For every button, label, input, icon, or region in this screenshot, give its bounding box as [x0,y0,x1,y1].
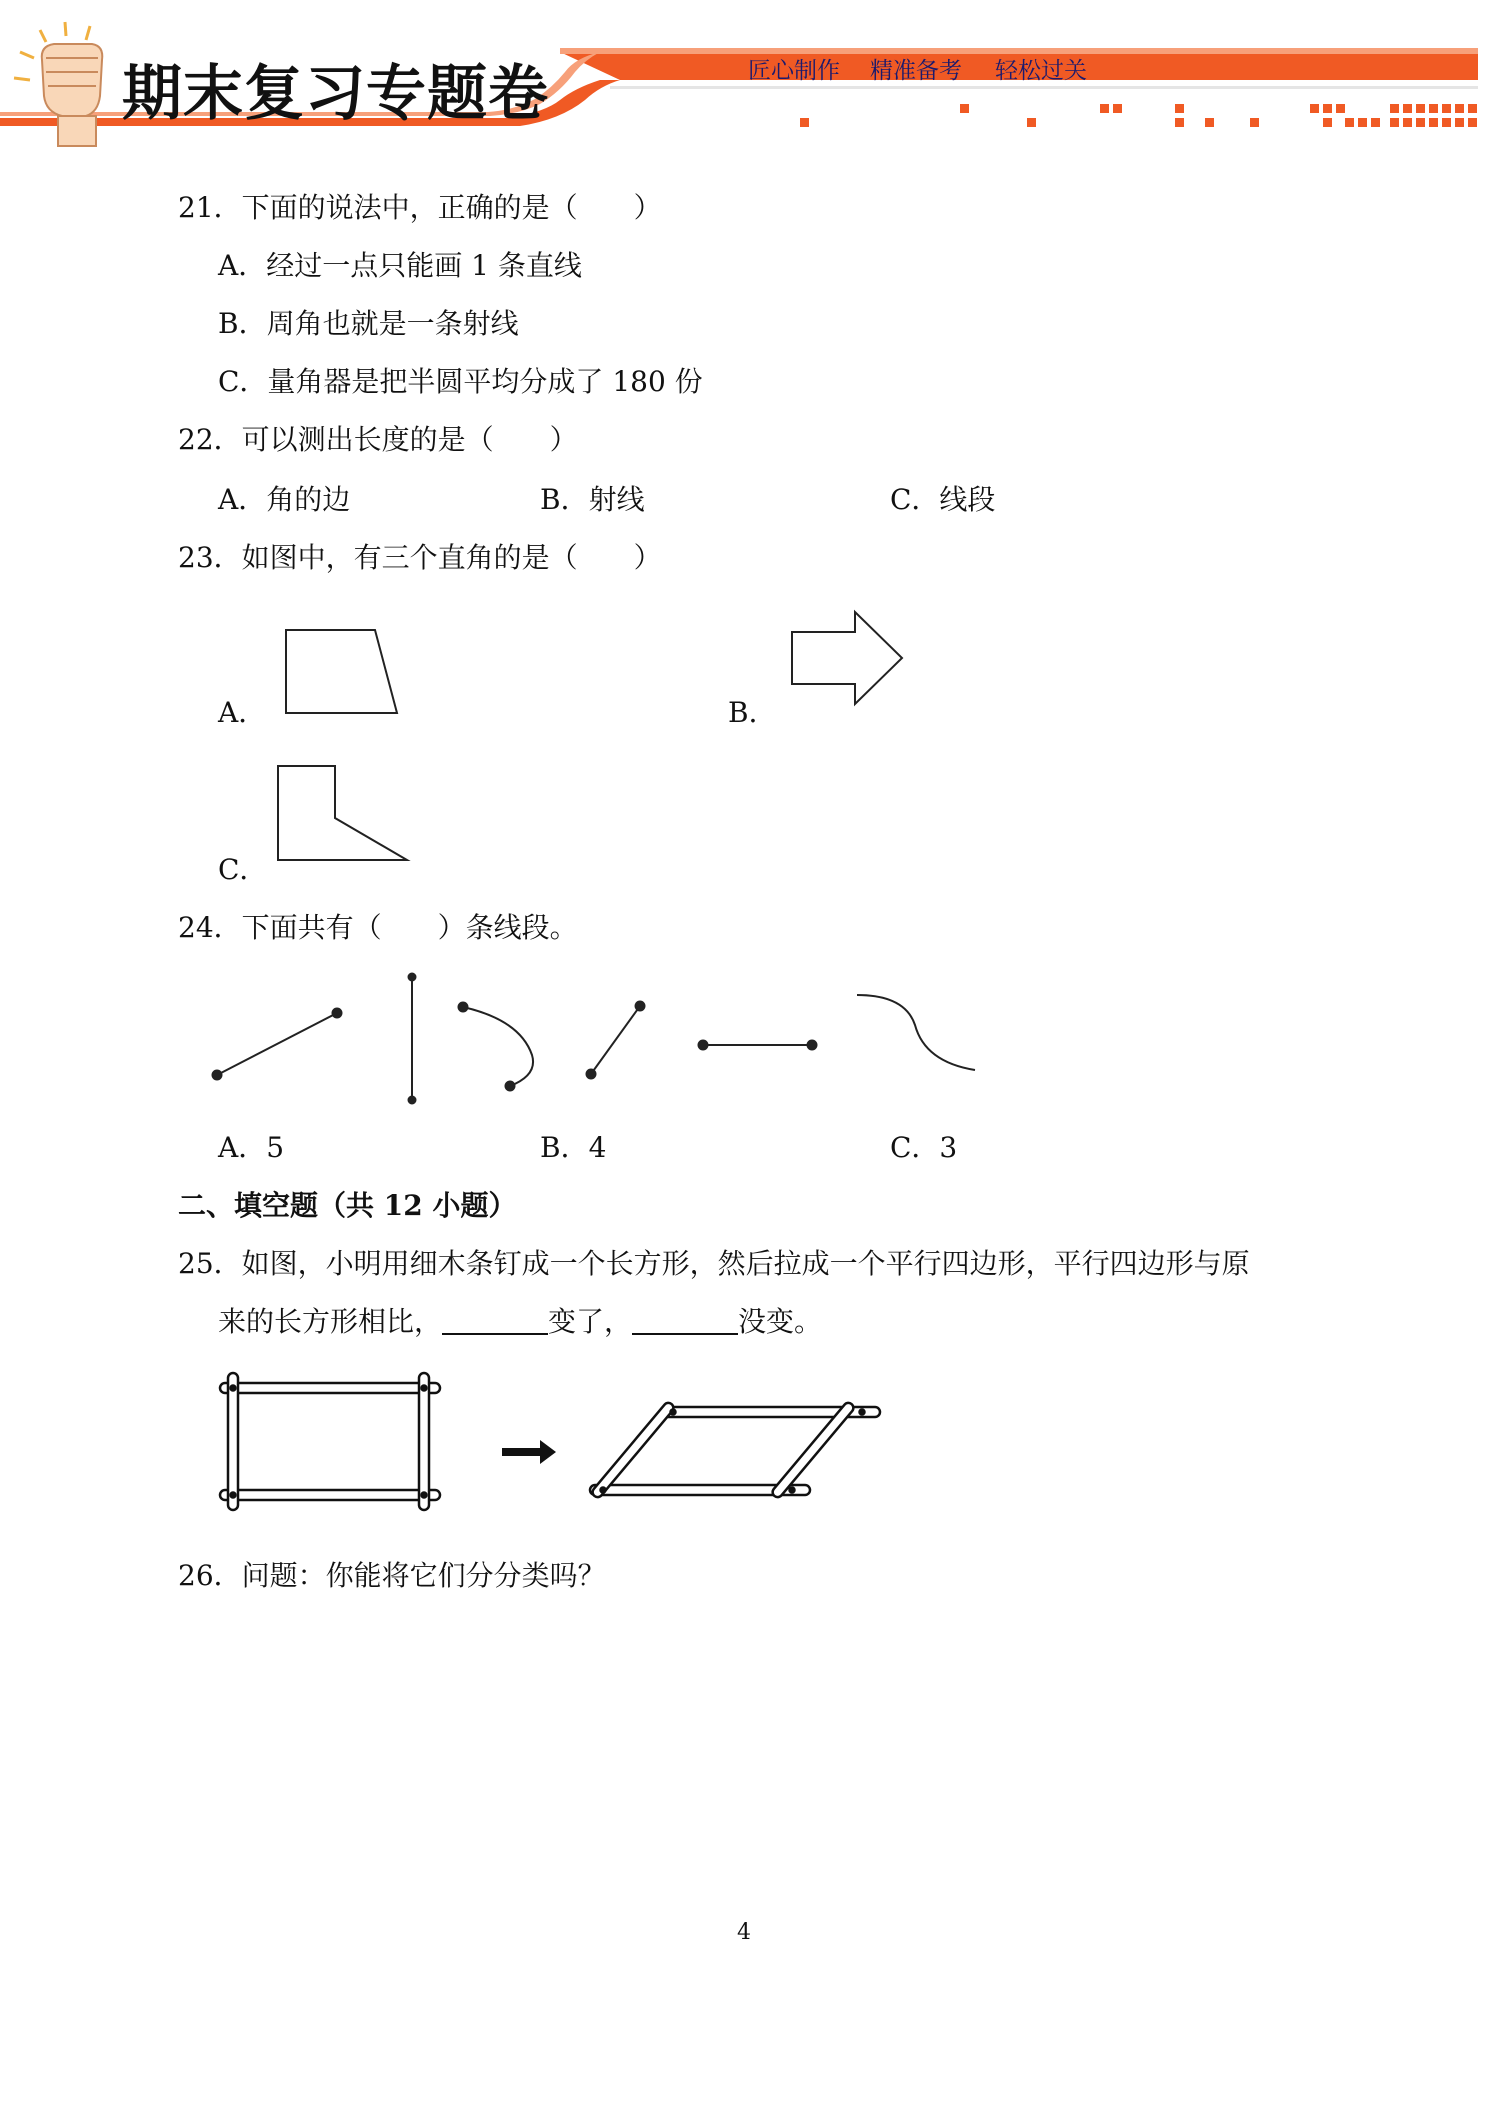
q23-option-b: B． [728,696,777,729]
q25-text-a: 来的长方形相比， [218,1305,443,1338]
q25-arrow-icon [502,1440,556,1464]
q26-stem: 26．问题：你能将它们分分类吗？ [178,1559,606,1592]
q25-line-1: 25．如图，小明用细木条钉成一个长方形，然后拉成一个平行四边形，平行四边形与原 [178,1247,1250,1280]
q21-stem: 21．下面的说法中，正确的是（ ） [178,191,662,224]
q21-option-c: C．量角器是把半圆平均分成了 180 份 [218,365,703,398]
q21-option-a: A．经过一点只能画 1 条直线 [218,249,582,282]
q22-option-c: C．线段 [890,483,996,516]
slogan-2: 精准备考 [870,58,962,84]
q22-stem: 22．可以测出长度的是（ ） [178,423,578,456]
q22-option-a: A．角的边 [218,483,351,516]
q21-option-b: B．周角也就是一条射线 [218,307,519,340]
slogan-3: 轻松过关 [995,58,1087,84]
q25-rectangle-frame [220,1373,440,1510]
page-number: 4 [737,1920,751,1945]
q24-option-c: C．3 [890,1131,958,1164]
slogan-1: 匠心制作 [748,58,840,84]
q25-text-b: 变了， [548,1305,633,1338]
q22-option-b: B．射线 [540,483,645,516]
q23-stem: 23．如图中，有三个直角的是（ ） [178,541,662,574]
q25-text-c: 没变。 [738,1305,823,1338]
header-title: 期末复习专题卷 [122,59,549,129]
q24-option-a: A．5 [218,1131,285,1164]
q25-parallelogram-frame [590,1401,880,1499]
q23-option-a: A． [218,696,267,729]
section-2-title: 二、填空题（共 12 小题） [178,1189,517,1222]
q23-option-c: C． [218,853,268,886]
q24-option-b: B．4 [540,1131,607,1164]
q24-stem: 24．下面共有（ ）条线段。 [178,911,578,944]
